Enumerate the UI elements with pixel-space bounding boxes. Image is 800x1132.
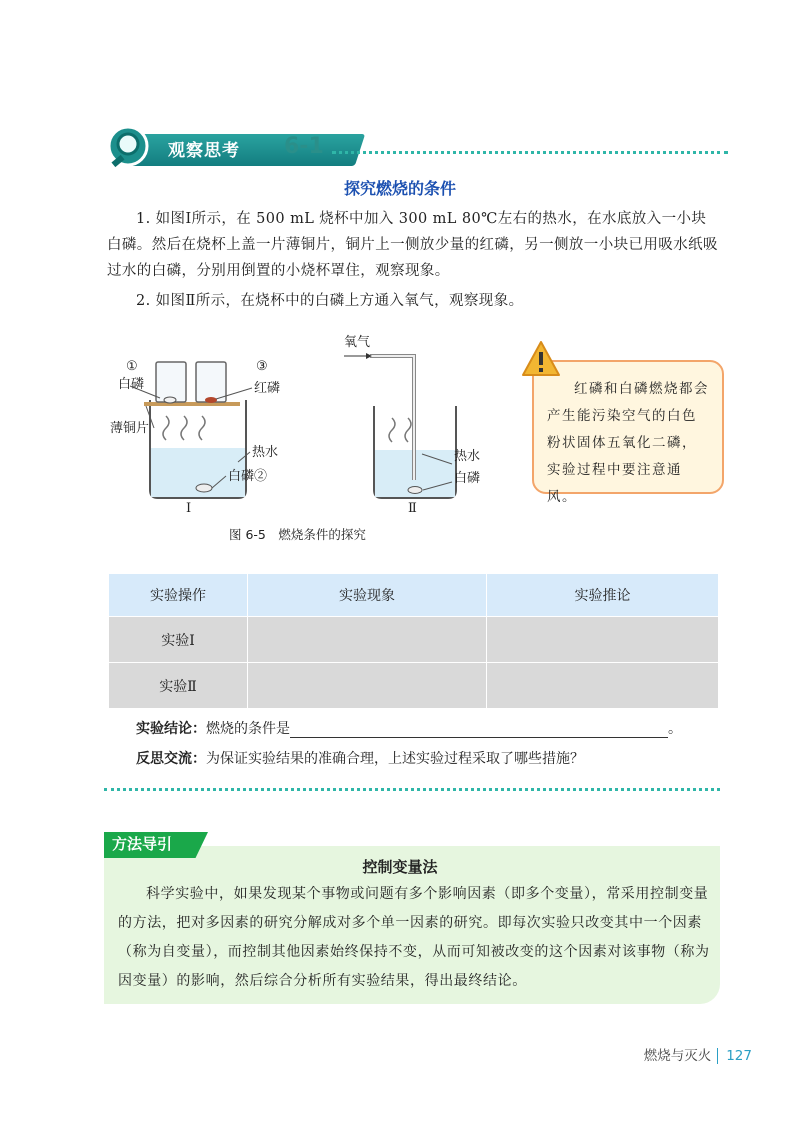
header-inference: 实验推论 <box>487 574 719 617</box>
table-header-row <box>109 574 719 617</box>
warning-icon <box>521 340 561 378</box>
reflect-label: 反思交流： <box>136 751 206 767</box>
white-phosphorus-3-label: 白磷 <box>454 471 481 486</box>
conclusion-line <box>136 718 682 738</box>
step-2: 2. 如图Ⅱ所示，在烧杯中的白磷上方通入氧气，观察现象。 <box>136 293 524 309</box>
method-title: 控制变量法 <box>362 858 438 876</box>
label-3: ③ <box>256 359 268 374</box>
header-phenomenon: 实验现象 <box>248 574 487 617</box>
banner-label: 观察思考 <box>168 141 240 161</box>
results-table <box>109 574 719 708</box>
reflect-text: 为保证实验结果的准确合理，上述实验过程采取了哪些措施？ <box>206 751 584 767</box>
separator-dotted-line <box>104 788 720 791</box>
white-phosphorus-2-label: 白磷② <box>228 469 268 484</box>
figure-caption: 图 6-5 燃烧条件的探究 <box>229 527 366 542</box>
table-row <box>109 663 719 709</box>
experiment-figure <box>108 330 498 520</box>
method-text: 科学实验中，如果发现某个事物或问题有多个影响因素（即多个变量），常采用控制变量的方法，把对多因素的研究分解成对多个单一因素的研究。即每次实验只改变其中一个因素（称为自变量），而控制其他因素始终保持不变，从而可知被改变的这个因素对该事物（称为因变量）的影响，然后综合分析所有实验结果，得出最终结论。 <box>118 886 710 989</box>
copper-plate-label: 薄铜片 <box>110 421 150 436</box>
page-number: 127 <box>717 1048 752 1064</box>
row-1-inference <box>487 617 719 663</box>
section-title: 探究燃烧的条件 <box>343 179 456 198</box>
row-1-operation: 实验Ⅰ <box>109 617 248 663</box>
figure-i-label: Ⅰ <box>186 501 192 516</box>
row-2-inference <box>487 663 719 709</box>
oxygen-label: 氧气 <box>344 335 371 350</box>
page-footer <box>644 1044 752 1064</box>
reflect-line <box>136 748 584 768</box>
table-row <box>109 617 719 663</box>
conclusion-end: 。 <box>668 721 682 737</box>
white-phosphorus-label: 白磷 <box>118 377 145 392</box>
section-banner <box>104 124 724 172</box>
row-1-phenomenon <box>248 617 487 663</box>
conclusion-text: 燃烧的条件是 <box>206 721 290 737</box>
label-1: ① <box>126 359 138 374</box>
hot-water-2-label: 热水 <box>454 449 481 464</box>
step-1: 1. 如图Ⅰ所示，在 500 mL 烧杯中加入 300 mL 80℃左右的热水，在水底放入一小块白磷。然后在烧杯上盖一片薄铜片，铜片上一侧放少量的红磷，另一侧放一小块已用吸水纸吸过水的白磷，分别用倒置的小烧杯罩住，观察现象。 <box>107 211 718 279</box>
conclusion-label: 实验结论： <box>136 721 206 737</box>
method-tab-label: 方法导引 <box>112 835 173 853</box>
figure-ii-label: Ⅱ <box>408 501 417 516</box>
banner-number: 6-1 <box>284 134 324 159</box>
warning-text: 红磷和白磷燃烧都会产生能污染空气的白色粉状固体五氧化二磷，实验过程中要注意通风。 <box>547 381 709 505</box>
chapter-name: 燃烧与灭火 <box>643 1048 712 1064</box>
banner-dotted-line <box>332 151 728 154</box>
magnifier-icon <box>104 124 152 172</box>
hot-water-label: 热水 <box>252 445 279 460</box>
banner-tab <box>125 134 365 166</box>
apparatus-diagram <box>108 330 498 520</box>
row-2-phenomenon <box>248 663 487 709</box>
conclusion-blank[interactable] <box>290 721 668 738</box>
header-operation: 实验操作 <box>109 574 248 617</box>
red-phosphorus-label: 红磷 <box>254 381 281 396</box>
row-2-operation: 实验Ⅱ <box>109 663 248 709</box>
